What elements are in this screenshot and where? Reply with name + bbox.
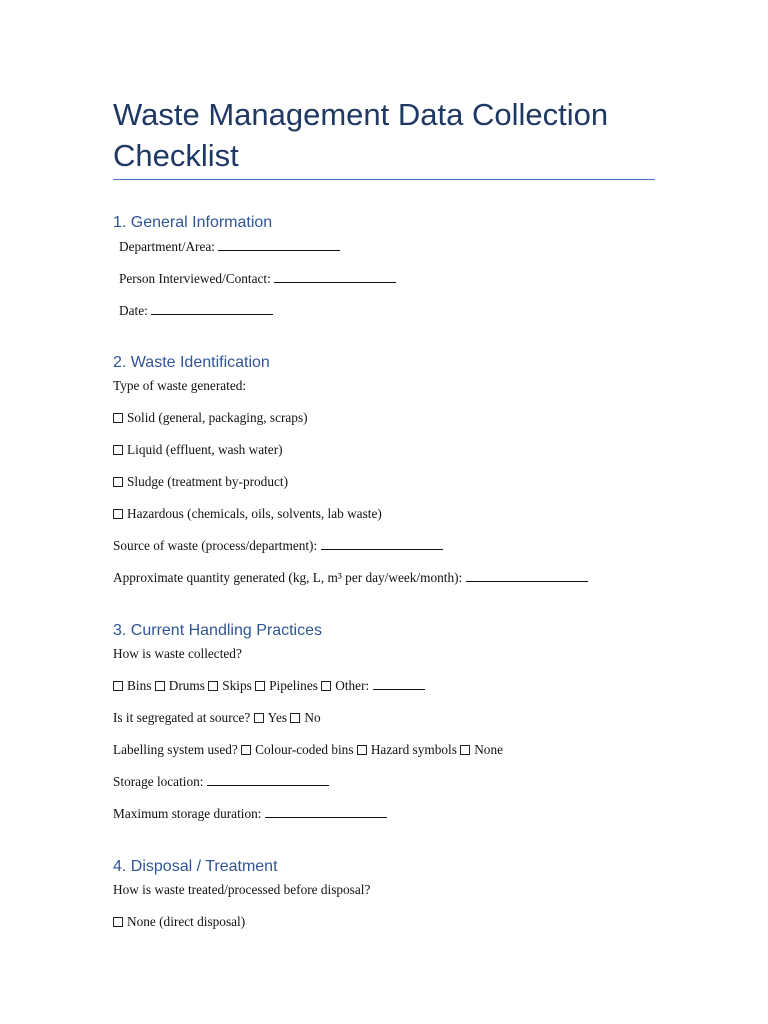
- option-label: Sludge (treatment by-product): [127, 474, 288, 489]
- segregation-question: [113, 709, 321, 727]
- checkbox-no[interactable]: [290, 713, 300, 723]
- option-label: Pipelines: [269, 678, 318, 693]
- option-label: Hazardous (chemicals, oils, solvents, lab waste): [127, 506, 382, 521]
- fill-in-blank[interactable]: [265, 805, 387, 818]
- checkbox-bins[interactable]: [113, 681, 123, 691]
- collection-options: [113, 677, 425, 695]
- checkbox-other[interactable]: [321, 681, 331, 691]
- field-label: Storage location:: [113, 774, 204, 789]
- field-storage-location: [113, 773, 329, 791]
- section-heading-general-information: 1. General Information: [113, 214, 273, 231]
- option-label: Other:: [335, 678, 370, 693]
- checkbox-none[interactable]: [460, 745, 470, 755]
- checkbox-pipelines[interactable]: [255, 681, 265, 691]
- checkbox-colour-coded-bins[interactable]: [241, 745, 251, 755]
- section-heading-current-handling: 3. Current Handling Practices: [113, 622, 322, 639]
- option-label: Hazard symbols: [370, 742, 457, 757]
- option-label: No: [304, 710, 321, 725]
- field-label: Maximum storage duration:: [113, 806, 262, 821]
- fill-in-blank[interactable]: [321, 537, 443, 550]
- checkbox-sludge[interactable]: [113, 477, 123, 487]
- option-solid: [113, 409, 308, 427]
- option-hazardous: [113, 505, 382, 523]
- field-label: Date:: [119, 303, 148, 318]
- field-department-area: [119, 238, 340, 256]
- waste-type-prompt: Type of waste generated:: [113, 378, 247, 393]
- option-label: None: [474, 742, 504, 757]
- field-label: Source of waste (process/department):: [113, 538, 318, 553]
- checkbox-solid[interactable]: [113, 413, 123, 423]
- checkbox-skips[interactable]: [208, 681, 218, 691]
- field-maximum-storage-duration: [113, 805, 387, 823]
- checkbox-hazardous[interactable]: [113, 509, 123, 519]
- title-divider: [113, 179, 655, 180]
- option-none-direct-disposal: [113, 913, 245, 931]
- fill-in-blank[interactable]: [207, 773, 329, 786]
- checkbox-drums[interactable]: [155, 681, 165, 691]
- option-label: Skips: [222, 678, 252, 693]
- field-label: Approximate quantity generated (kg, L, m³ per day/week/month):: [113, 570, 463, 585]
- checkbox-liquid[interactable]: [113, 445, 123, 455]
- option-label: Bins: [127, 678, 152, 693]
- option-liquid: [113, 441, 283, 459]
- option-label: Drums: [168, 678, 205, 693]
- field-source-of-waste: [113, 537, 443, 555]
- option-label: Colour-coded bins: [255, 742, 354, 757]
- option-label: Liquid (effluent, wash water): [127, 442, 283, 457]
- checkbox-hazard-symbols[interactable]: [357, 745, 367, 755]
- fill-in-blank[interactable]: [151, 302, 273, 315]
- option-label: Solid (general, packaging, scraps): [127, 410, 308, 425]
- checkbox-yes[interactable]: [254, 713, 264, 723]
- field-label: Department/Area:: [119, 239, 215, 254]
- option-sludge: [113, 473, 288, 491]
- question-label: Is it segregated at source?: [113, 710, 251, 725]
- fill-in-blank[interactable]: [218, 238, 340, 251]
- section-heading-waste-identification: 2. Waste Identification: [113, 354, 270, 371]
- option-label: Yes: [267, 710, 288, 725]
- field-person-interviewed: [119, 270, 396, 288]
- fill-in-blank[interactable]: [373, 677, 425, 690]
- field-approximate-quantity: [113, 569, 588, 587]
- treatment-prompt: How is waste treated/processed before disposal?: [113, 882, 371, 897]
- collection-prompt: How is waste collected?: [113, 646, 242, 661]
- fill-in-blank[interactable]: [274, 270, 396, 283]
- field-label: Person Interviewed/Contact:: [119, 271, 271, 286]
- question-label: Labelling system used?: [113, 742, 238, 757]
- fill-in-blank[interactable]: [466, 569, 588, 582]
- document-title: Waste Management Data Collection Checklist: [113, 97, 609, 173]
- section-heading-disposal-treatment: 4. Disposal / Treatment: [113, 858, 278, 875]
- checkbox-none-direct-disposal[interactable]: [113, 917, 123, 927]
- labelling-question: [113, 741, 503, 759]
- field-date: [119, 302, 273, 320]
- option-label: None (direct disposal): [127, 914, 246, 929]
